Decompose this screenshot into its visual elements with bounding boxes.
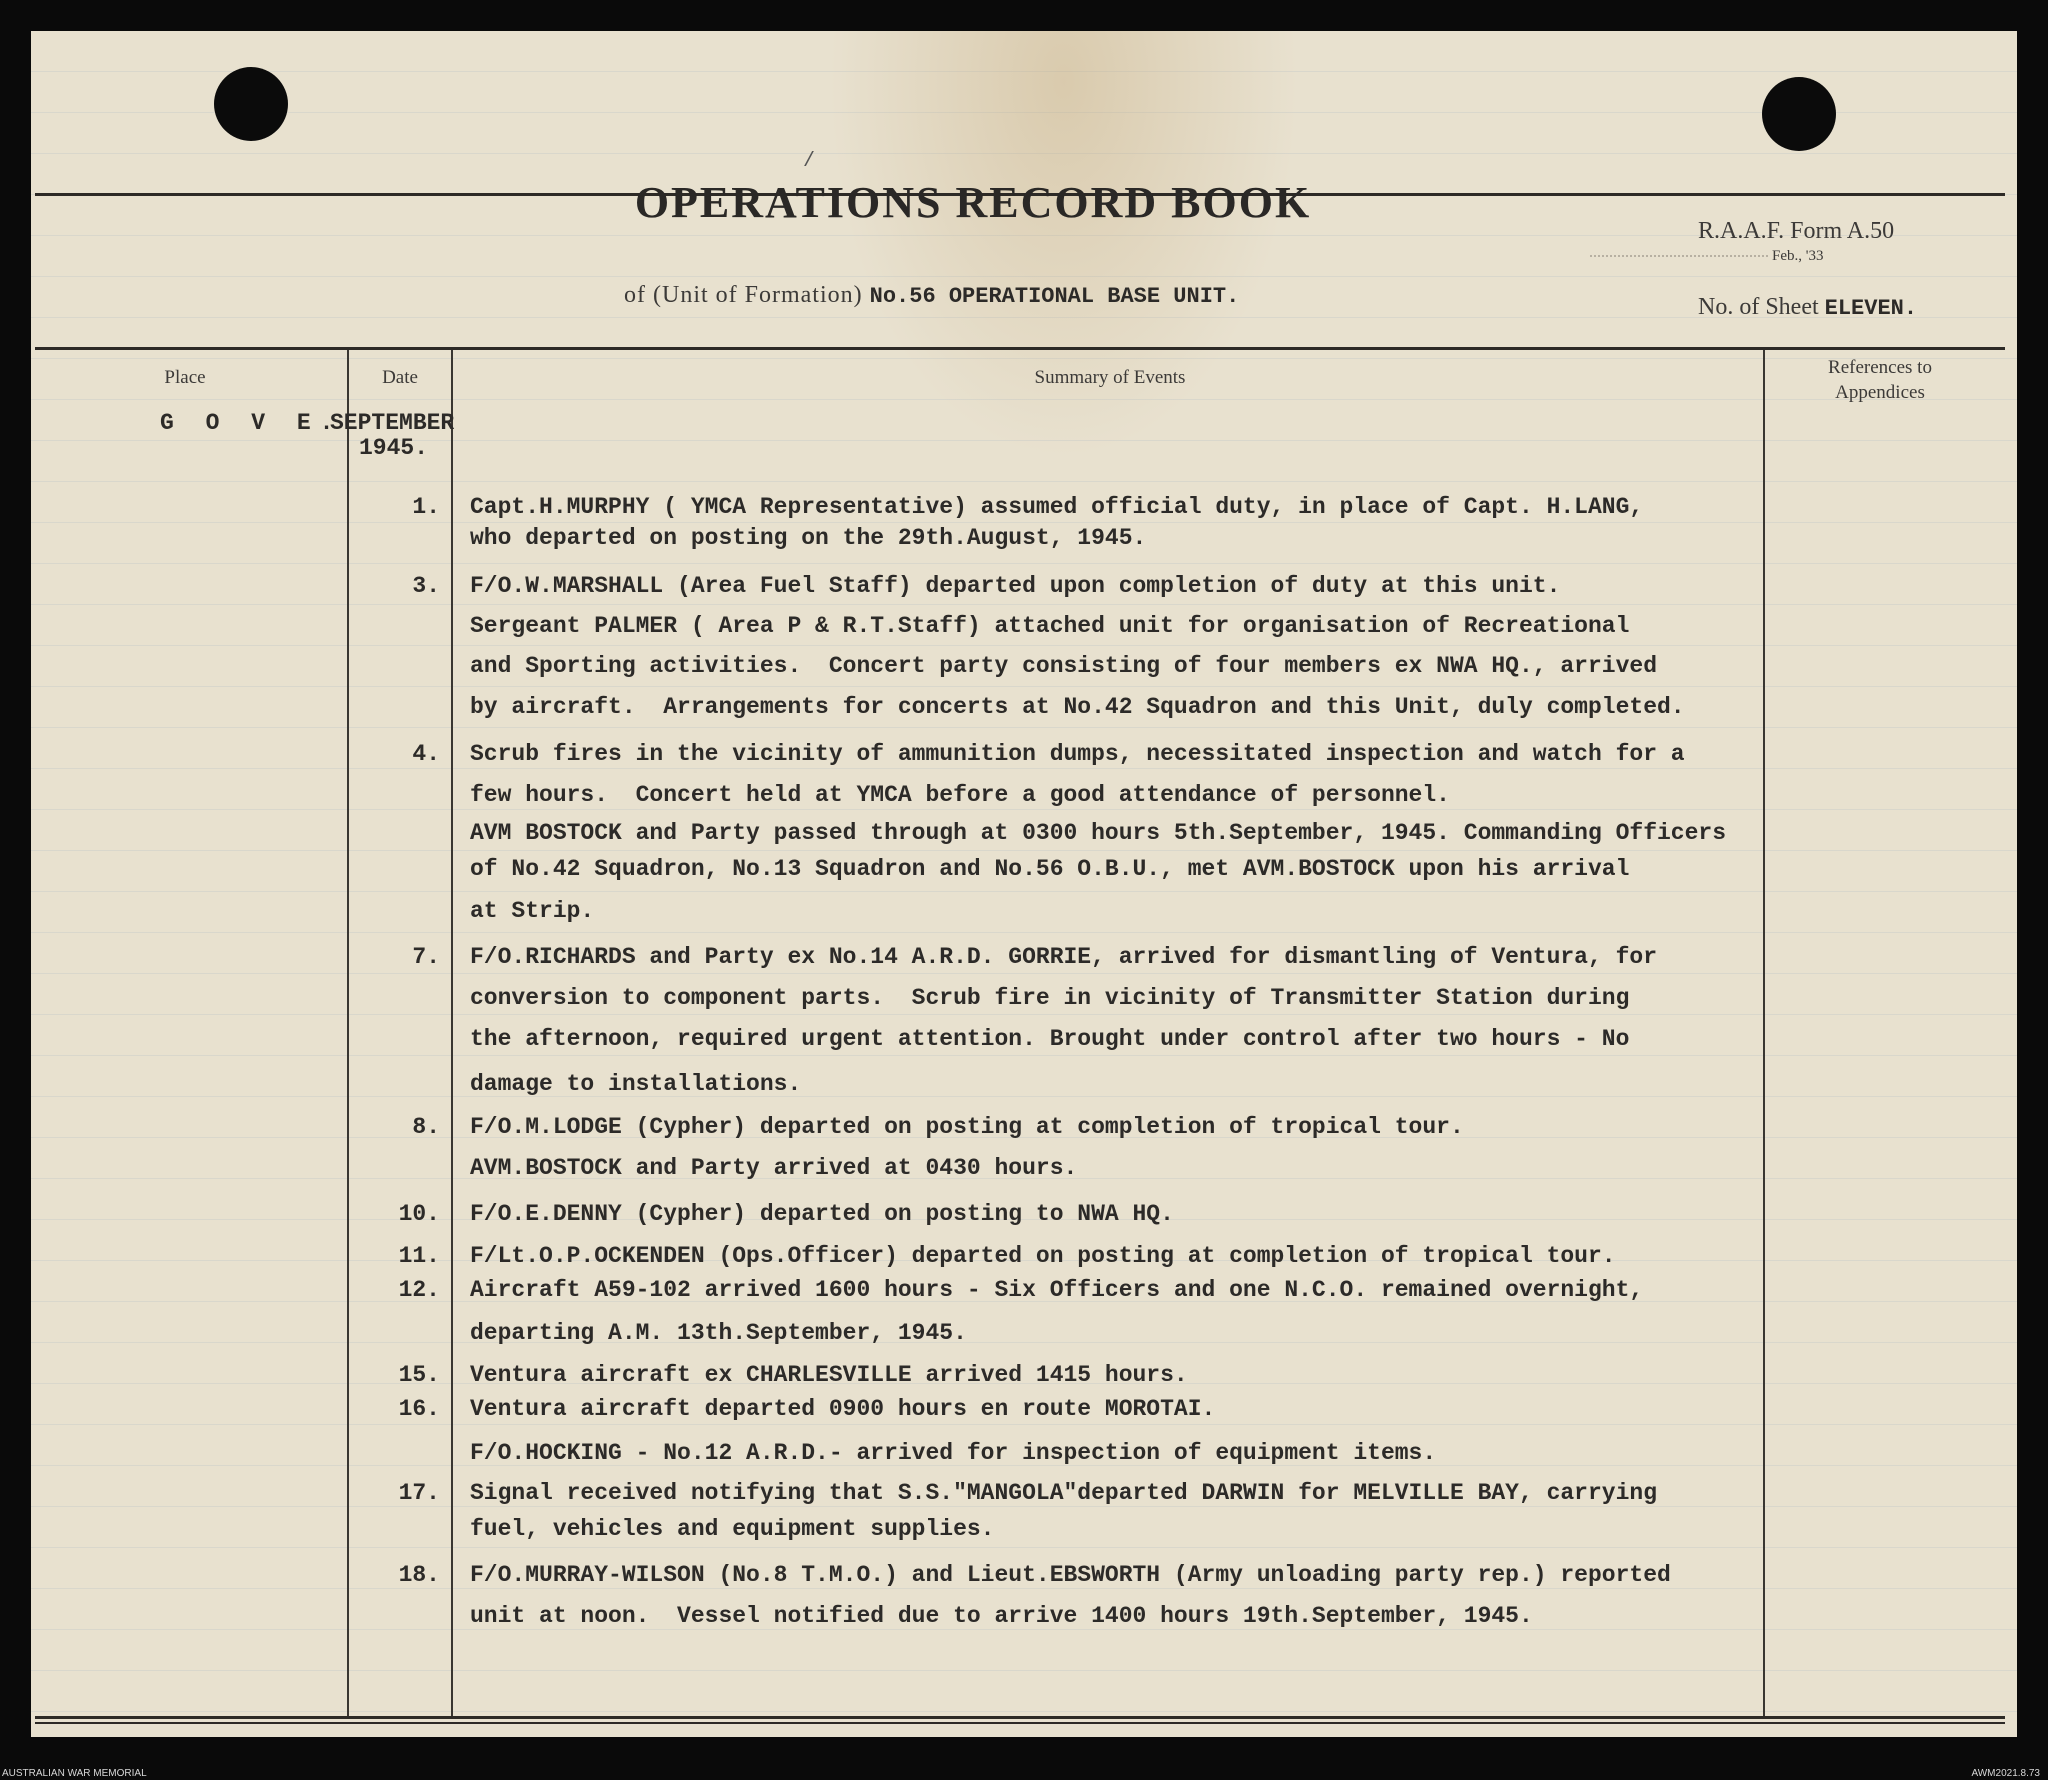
summary-line: F/O.E.DENNY (Cypher) departed on posting to NWA HQ. — [470, 1201, 1174, 1227]
column-divider-place — [347, 350, 349, 1716]
summary-line: AVM.BOSTOCK and Party arrived at 0430 hours. — [470, 1155, 1078, 1181]
formation-label: of (Unit of Formation) — [624, 282, 863, 308]
date-entry: 17. — [398, 1480, 440, 1506]
pencil-mark: / — [803, 150, 816, 173]
date-entry: 11. — [398, 1243, 440, 1269]
date-entry: 1. — [412, 494, 440, 520]
punch-hole-right — [1762, 77, 1836, 151]
summary-line: damage to installations. — [470, 1071, 802, 1097]
form-number: R.A.A.F. Form A.50 — [1698, 218, 1895, 244]
summary-line: F/Lt.O.P.OCKENDEN (Ops.Officer) departed on posting at completion of tropical tour. — [470, 1243, 1616, 1269]
column-header-summary: Summary of Events — [1034, 367, 1186, 388]
sheet-number — [1698, 294, 1917, 321]
date-entry: 12. — [398, 1277, 440, 1303]
summary-line: conversion to component parts. Scrub fire in vicinity of Transmitter Station during — [470, 985, 1630, 1011]
date-entry: 8. — [412, 1114, 440, 1140]
punch-hole-left — [214, 67, 288, 141]
archive-reference: AWM2021.8.73 — [1971, 1768, 2040, 1779]
summary-line: Ventura aircraft ex CHARLESVILLE arrived 1415 hours. — [470, 1362, 1188, 1388]
summary-line: at Strip. — [470, 898, 595, 924]
archive-credit: AUSTRALIAN WAR MEMORIAL — [2, 1768, 147, 1779]
summary-line: departing A.M. 13th.September, 1945. — [470, 1320, 967, 1346]
summary-line: Signal received notifying that S.S."MANGOLA"departed DARWIN for MELVILLE BAY, carrying — [470, 1480, 1657, 1506]
formation-value: No.56 OPERATIONAL BASE UNIT. — [869, 284, 1240, 309]
summary-line: and Sporting activities. Concert party consisting of four members ex NWA HQ., arrived — [470, 653, 1657, 679]
summary-line: F/O.HOCKING - No.12 A.R.D.- arrived for inspection of equipment items. — [470, 1440, 1437, 1466]
column-divider-date — [451, 350, 453, 1716]
date-entry: 4. — [412, 741, 440, 767]
date-entry: 10. — [398, 1201, 440, 1227]
summary-line: F/O.MURRAY-WILSON (No.8 T.M.O.) and Lieut.EBSWORTH (Army unloading party rep.) reported — [470, 1562, 1671, 1588]
date-entry: 7. — [412, 944, 440, 970]
bottom-rule-1 — [35, 1716, 2005, 1719]
date-entry: 18. — [398, 1562, 440, 1588]
summary-line: AVM BOSTOCK and Party passed through at 0300 hours 5th.September, 1945. Commanding Officers — [470, 820, 1727, 846]
summary-line: F/O.M.LODGE (Cypher) departed on posting at completion of tropical tour. — [470, 1114, 1464, 1140]
summary-line: fuel, vehicles and equipment supplies. — [470, 1516, 995, 1542]
date-entry: 15. — [398, 1362, 440, 1388]
unit-of-formation — [624, 282, 1239, 309]
column-header-references: References to Appendices — [1828, 357, 1932, 403]
summary-line: few hours. Concert held at YMCA before a good attendance of personnel. — [470, 782, 1450, 808]
summary-line: Capt.H.MURPHY ( YMCA Representative) assumed official duty, in place of Capt. H.LANG, — [470, 494, 1644, 520]
dotted-line — [1590, 255, 1768, 257]
date-entry: 16. — [398, 1396, 440, 1422]
sheet-value: ELEVEN. — [1824, 296, 1918, 321]
summary-line: Ventura aircraft departed 0900 hours en route MOROTAI. — [470, 1396, 1216, 1422]
summary-line: Aircraft A59-102 arrived 1600 hours - Six Officers and one N.C.O. remained overnight, — [470, 1277, 1644, 1303]
summary-line: F/O.RICHARDS and Party ex No.14 A.R.D. GORRIE, arrived for dismantling of Ventura, for — [470, 944, 1657, 970]
summary-line: by aircraft. Arrangements for concerts at No.42 Squadron and this Unit, duly completed. — [470, 694, 1685, 720]
header-rule — [35, 347, 2005, 350]
summary-line: unit at noon. Vessel notified due to arrive 1400 hours 19th.September, 1945. — [470, 1603, 1533, 1629]
summary-line: of No.42 Squadron, No.13 Squadron and No.56 O.B.U., met AVM.BOSTOCK upon his arrival — [470, 856, 1630, 882]
page-title: OPERATIONS RECORD BOOK — [634, 178, 1312, 227]
summary-line: who departed on posting on the 29th.August, 1945. — [470, 525, 1147, 551]
column-header-place: Place — [164, 367, 206, 388]
column-header-date: Date — [382, 367, 418, 388]
form-date: Feb., '33 — [1772, 248, 1824, 264]
summary-line: Sergeant PALMER ( Area P & R.T.Staff) attached unit for organisation of Recreational — [470, 613, 1630, 639]
bottom-rule-2 — [35, 1722, 2005, 1724]
summary-line: Scrub fires in the vicinity of ammunition dumps, necessitated inspection and watch for a — [470, 741, 1685, 767]
sheet-label: No. of Sheet — [1698, 294, 1819, 320]
column-divider-summary — [1763, 350, 1765, 1716]
summary-line: the afternoon, required urgent attention. Brought under control after two hours - No — [470, 1026, 1630, 1052]
year-value: 1945. — [359, 435, 429, 461]
date-entry: 3. — [412, 573, 440, 599]
place-value: G O V E. — [160, 410, 343, 436]
month-value: SEPTEMBER — [330, 410, 455, 436]
summary-line: F/O.W.MARSHALL (Area Fuel Staff) departed upon completion of duty at this unit. — [470, 573, 1561, 599]
